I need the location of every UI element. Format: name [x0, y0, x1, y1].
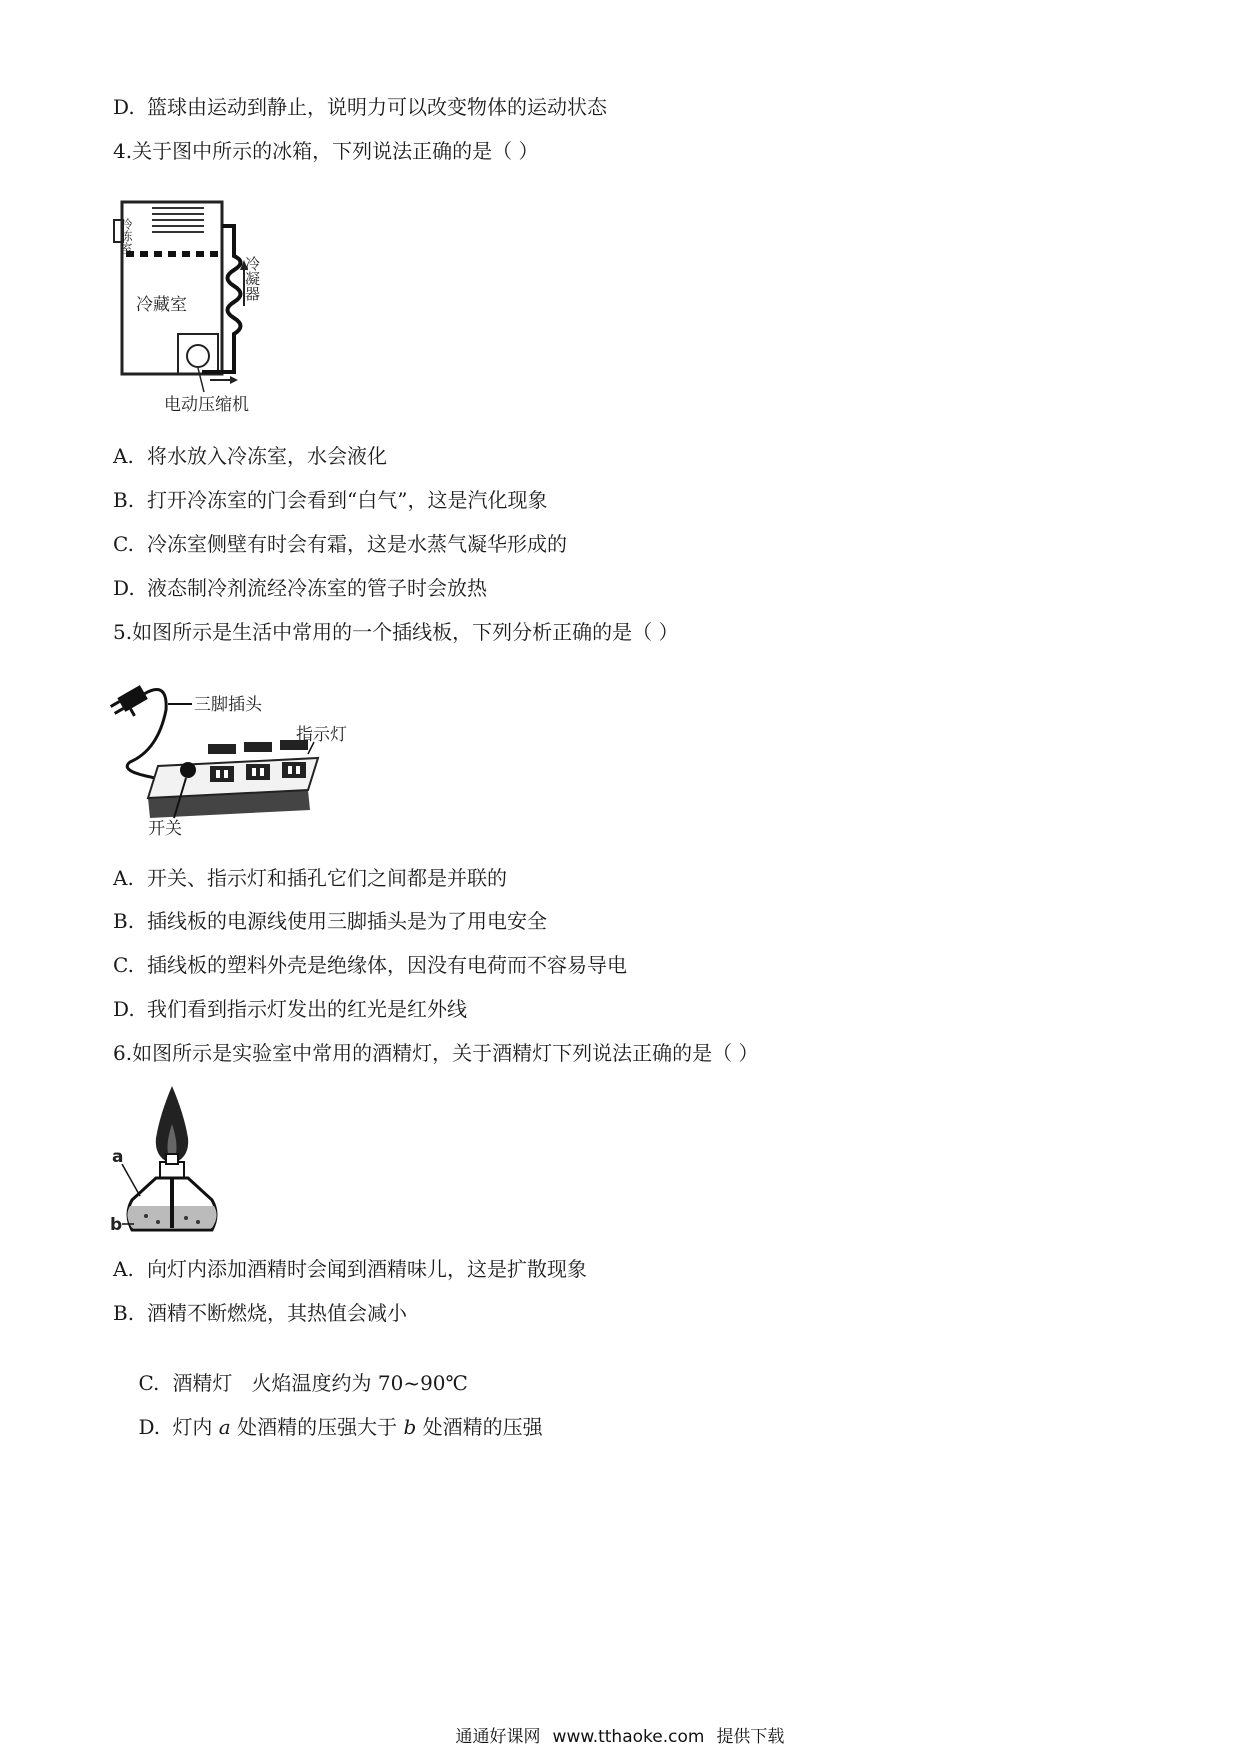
plug-label: 三脚插头: [194, 695, 262, 715]
option-text: 我们看到指示灯发出的红光是红外线: [147, 997, 467, 1021]
option-letter: D.: [113, 576, 135, 600]
option-letter: A.: [113, 444, 134, 468]
q5-option-c: [113, 952, 627, 978]
power-strip-figure: [108, 670, 408, 855]
footer-site-name: 通通好课网: [455, 1727, 541, 1747]
option-text: 向灯内添加酒精时会闻到酒精味儿，这是扩散现象: [147, 1257, 587, 1281]
option-letter: C.: [113, 953, 134, 977]
option-letter: C.: [138, 1371, 160, 1395]
option-text-mid: 处酒精的压强大于: [230, 1415, 404, 1439]
option-text-post: 处酒精的压强: [416, 1415, 543, 1439]
q6-stem: 6.如图所示是实验室中常用的酒精灯，关于酒精灯下列说法正确的是（ ）: [113, 1041, 759, 1065]
condenser-label: 冷凝器: [243, 256, 261, 301]
option-letter: A.: [113, 866, 134, 890]
page-footer: [0, 1722, 1240, 1747]
option-letter: D.: [113, 997, 135, 1021]
option-letter: B.: [113, 488, 135, 512]
freezer-label: 冷冻室: [119, 218, 133, 254]
refrigerator-figure: [112, 196, 282, 418]
q4-option-d: [113, 575, 487, 601]
variable-a: a: [218, 1415, 231, 1439]
q4-option-c: [113, 531, 567, 557]
footer-note: 提供下载: [716, 1727, 785, 1747]
q5-option-d: [113, 996, 467, 1022]
option-text: 酒精不断燃烧，其热值会减小: [147, 1301, 407, 1325]
compressor-label: 电动压缩机: [164, 395, 249, 415]
option-text: 液态制冷剂流经冷冻室的管子时会放热: [147, 576, 487, 600]
alcohol-lamp-diagram: [110, 1084, 240, 1244]
q5-option-b: [113, 908, 547, 934]
option-text: 插线板的塑料外壳是绝缘体，因没有电荷而不容易导电: [147, 953, 627, 977]
option-text: 酒精灯 火焰温度约为 70~90℃: [172, 1371, 468, 1395]
option-letter: C.: [113, 532, 134, 556]
option-text: 冷冻室侧壁有时会有霜，这是水蒸气凝华形成的: [147, 532, 567, 556]
point-b-label: b: [110, 1215, 123, 1235]
q3-option-d: [113, 94, 607, 120]
q6-option-d: [113, 1388, 543, 1466]
option-letter: B.: [113, 909, 135, 933]
option-text: 打开冷冻室的门会看到“白气”，这是汽化现象: [147, 488, 548, 512]
footer-url[interactable]: www.tthaoke.com: [552, 1727, 705, 1747]
q4-stem: 4.关于图中所示的冰箱，下列说法正确的是（ ）: [113, 139, 539, 163]
q4-option-b: [113, 487, 547, 513]
option-letter: D.: [138, 1415, 161, 1439]
variable-b: b: [403, 1415, 417, 1439]
q4-option-a: [113, 443, 387, 469]
switch-label: 开关: [148, 819, 182, 839]
power-strip-diagram: [108, 670, 408, 855]
point-a-label: a: [112, 1147, 124, 1167]
option-letter: D.: [113, 95, 135, 119]
q6-option-a: [113, 1256, 587, 1282]
option-text-pre: 灯内: [172, 1415, 219, 1439]
option-text: 篮球由运动到静止，说明力可以改变物体的运动状态: [147, 95, 607, 119]
indicator-label: 指示灯: [296, 725, 347, 745]
q5-option-a: [113, 865, 507, 891]
option-text: 开关、指示灯和插孔它们之间都是并联的: [147, 866, 507, 890]
option-letter: A.: [113, 1257, 134, 1281]
option-text: 将水放入冷冻室，水会液化: [147, 444, 387, 468]
q5-stem: 5.如图所示是生活中常用的一个插线板，下列分析正确的是（ ）: [113, 620, 679, 644]
option-text: 插线板的电源线使用三脚插头是为了用电安全: [147, 909, 547, 933]
refrigerator-diagram: [112, 196, 282, 418]
fridge-label: 冷藏室: [136, 295, 187, 315]
option-letter: B.: [113, 1301, 135, 1325]
q6-option-b: [113, 1300, 407, 1326]
alcohol-lamp-figure: [110, 1084, 240, 1244]
